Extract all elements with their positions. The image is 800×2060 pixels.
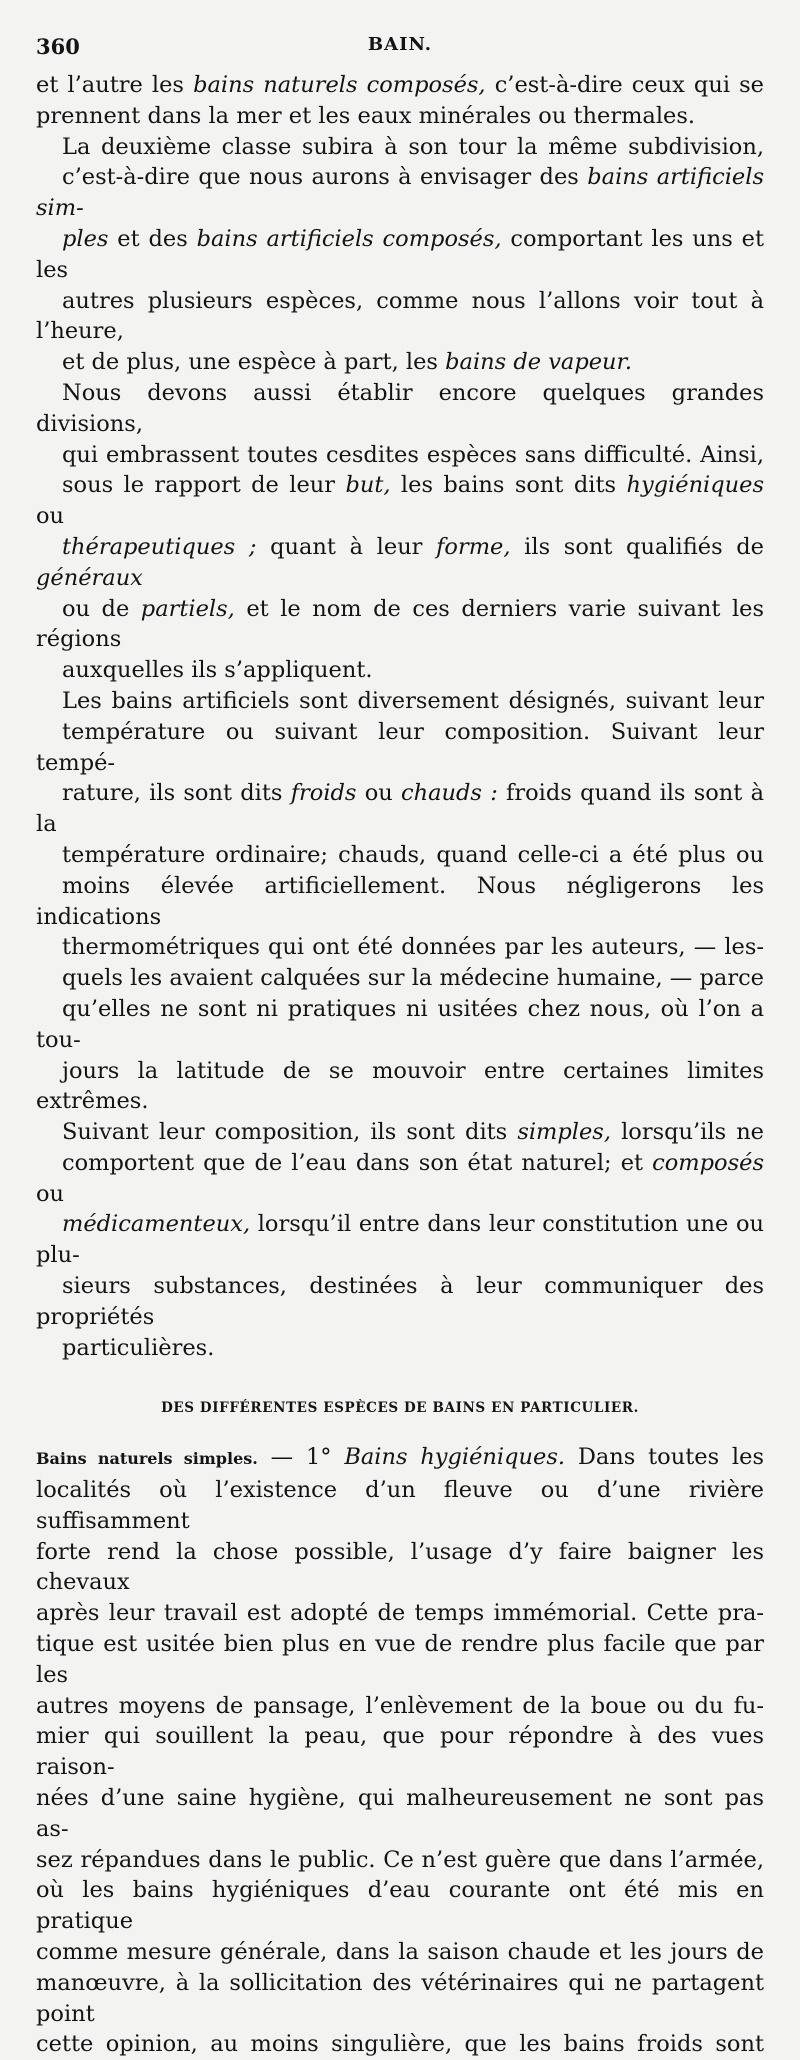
text-line: qu’elles ne sont ni pratiques ni usitées chez nous, où l’on a tou- <box>36 995 764 1053</box>
paragraph-5 <box>36 1117 764 1363</box>
text-span: — 1° <box>257 1444 345 1471</box>
italic-term: bains de vapeur. <box>445 349 632 376</box>
text-span: les bains sont dits <box>390 472 627 499</box>
paragraph-6 <box>36 1442 764 2060</box>
italic-term: chauds : <box>401 780 498 807</box>
text-line: quels les avaient calquées sur la médecine humaine, — parce <box>62 965 764 992</box>
text-line: autres moyens de pansage, l’enlèvement de la boue ou du fu- <box>36 1692 764 1719</box>
text-line: tique est usitée bien plus en vue de rendre plus facile que par les <box>36 1631 764 1688</box>
italic-term: bains artificiels sim- <box>36 164 764 222</box>
text-line <box>36 1442 764 1475</box>
paragraph-1 <box>36 70 764 132</box>
text-line: où les bains hygiéniques d’eau courante ont été mis en pratique <box>36 1877 764 1935</box>
text-line <box>36 594 764 656</box>
italic-term: bains naturels composés, <box>193 72 486 98</box>
text-line <box>36 347 764 378</box>
text-line: thermométriques qui ont été données par les auteurs, — les- <box>62 934 764 961</box>
italic-term: forme, <box>436 533 511 560</box>
text-line: moins élevée artificiellement. Nous négligerons les indications <box>36 872 764 930</box>
text-span: ou de <box>62 595 141 622</box>
running-title: BAIN. <box>367 34 433 55</box>
text-line: localités où l’existence d’un fleuve ou d’une rivière suffisamment <box>36 1477 764 1534</box>
text-span: quant à leur <box>256 533 437 560</box>
text-span: Dans toutes les <box>565 1444 764 1471</box>
text-span: et de plus, une espèce à part, les <box>62 349 446 376</box>
italic-term: partiels, <box>140 595 235 622</box>
text-line: manœuvre, à la sollicitation des vétérinaires qui ne partagent point <box>36 1969 764 2027</box>
text-line: comme mesure générale, dans la saison chaude et les jours de <box>36 1939 764 1966</box>
text-line: température ou suivant leur composition. Suivant leur tempé- <box>36 718 764 776</box>
text-line <box>36 70 764 101</box>
section-heading: DES DIFFÉRENTES ESPÈCES DE BAINS EN PARTICULIER. <box>161 1400 639 1417</box>
text-span: lorsqu’il entre dans leur constitution une ou plu- <box>36 1211 764 1269</box>
text-span: ou <box>356 780 402 807</box>
text-span: comportant les uns et les <box>36 225 764 283</box>
text-line <box>36 1148 764 1210</box>
text-line <box>36 162 764 224</box>
text-span: sous le rapport de leur <box>62 472 346 499</box>
text-line: jours la latitude de se mouvoir entre certaines limites extrêmes. <box>36 1057 764 1115</box>
text-line: sieurs substances, destinées à leur communiquer des propriétés <box>36 1273 764 1330</box>
text-span: ou <box>36 1180 65 1207</box>
page-number: 360 <box>36 34 80 59</box>
text-line: qui embrassent toutes cesdites espèces sans difficulté. Ainsi, <box>62 441 764 468</box>
italic-term: composés <box>652 1149 764 1176</box>
text-span: c’est-à-dire ceux qui se <box>485 72 764 98</box>
text-line: après leur travail est adopté de temps immémorial. Cette pra- <box>36 1600 764 1627</box>
text-line: prennent dans la mer et les eaux minérales ou thermales. <box>36 102 696 129</box>
text-span: froids quand ils sont à la <box>36 780 765 838</box>
text-line <box>36 778 764 840</box>
text-span: comportent que de l’eau dans son état naturel; et <box>62 1149 653 1176</box>
italic-term: hygiéniques <box>626 472 765 499</box>
text-line: mier qui souillent la peau, que pour répondre à des vues raison- <box>36 1723 764 1781</box>
text-line: sez répandues dans le public. Ce n’est guère que dans l’armée, <box>36 1846 764 1873</box>
text-line <box>36 1117 764 1148</box>
text-line: particulières. <box>62 1334 215 1361</box>
text-line: La deuxième classe subira à son tour la même subdivision, <box>62 133 764 160</box>
text-span: lorsqu’ils ne <box>611 1119 764 1146</box>
paragraph-4 <box>36 686 764 1117</box>
text-line: Nous devons aussi établir encore quelques grandes divisions, <box>36 379 764 437</box>
text-span: et des <box>108 225 197 252</box>
italic-term: froids <box>290 780 357 807</box>
italic-term: Bains hygiéniques. <box>344 1444 566 1471</box>
italic-term: généraux <box>36 564 143 591</box>
run-in-heading: Bains naturels simples. <box>36 1449 258 1469</box>
text-line: nées d’une saine hygiène, qui malheureusement ne sont pas as- <box>36 1785 764 1842</box>
text-span: ils sont qualifiés de <box>510 533 764 560</box>
text-span: ou <box>36 503 65 530</box>
text-line <box>36 224 764 286</box>
text-line <box>36 470 764 532</box>
text-line: cette opinion, au moins singulière, que les bains froids sont <box>36 2031 764 2058</box>
italic-term: médicamenteux, <box>62 1211 251 1238</box>
body-text <box>36 70 764 2060</box>
text-line: Les bains artificiels sont diversement désignés, suivant leur <box>62 687 764 714</box>
text-span: et le nom de ces derniers varie suivant les régions <box>36 595 765 653</box>
text-line: auxquelles ils s’appliquent. <box>62 657 373 684</box>
running-head <box>36 28 764 70</box>
italic-term: thérapeutiques ; <box>62 533 257 560</box>
italic-term: ples <box>62 225 109 252</box>
text-span: rature, ils sont dits <box>62 780 291 807</box>
text-line: forte rend la chose possible, l’usage d’y faire baigner les chevaux <box>36 1538 764 1596</box>
text-span: c’est-à-dire que nous aurons à envisager des <box>62 164 588 191</box>
italic-term: bains artificiels composés, <box>196 225 502 252</box>
text-line <box>36 1209 764 1271</box>
text-line <box>36 532 764 594</box>
text-line: autres plusieurs espèces, comme nous l’allons voir tout à l’heure, <box>36 287 764 345</box>
text-span: et l’autre les <box>36 72 194 98</box>
paragraph-3 <box>36 378 764 686</box>
text-line: température ordinaire; chauds, quand celle-ci a été plus ou <box>62 841 764 868</box>
text-span: Suivant leur composition, ils sont dits <box>62 1119 518 1146</box>
italic-term: but, <box>345 472 391 499</box>
italic-term: simples, <box>517 1119 612 1146</box>
paragraph-2 <box>36 132 764 378</box>
